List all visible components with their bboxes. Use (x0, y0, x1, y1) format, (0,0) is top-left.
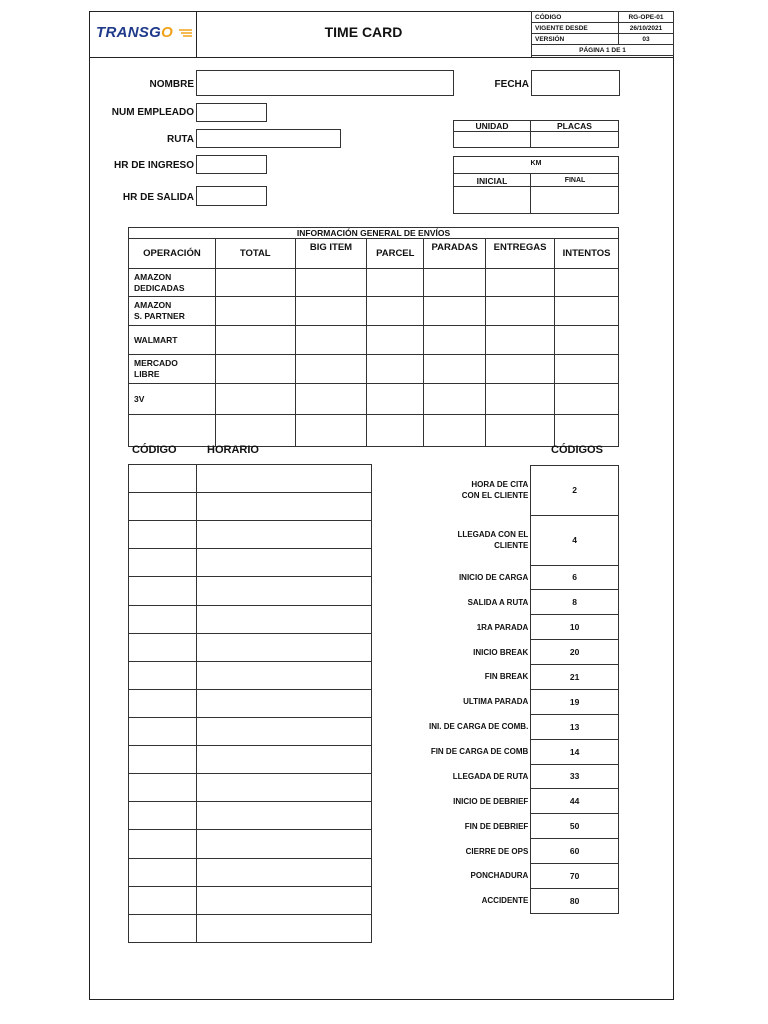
code-row (420, 764, 619, 789)
shipments-table (128, 238, 619, 447)
table-row (129, 415, 619, 447)
col-paradas: PARADAS (424, 239, 486, 269)
schedule-time-cell[interactable] (196, 717, 371, 745)
code-row (420, 565, 619, 590)
code-description: SALIDA A RUTA (420, 590, 531, 615)
schedule-code-cell[interactable] (129, 830, 197, 858)
col-intentos: INTENTOS (555, 239, 619, 269)
schedule-code-cell[interactable] (129, 858, 197, 886)
schedule-row (129, 774, 372, 802)
col-parcel: PARCEL (367, 239, 424, 269)
code-number: 60 (531, 839, 619, 864)
operation-name (129, 415, 216, 447)
fecha-label: FECHA (494, 79, 529, 90)
schedule-time-cell[interactable] (196, 661, 371, 689)
schedule-time-cell[interactable] (196, 633, 371, 661)
schedule-row (129, 549, 372, 577)
schedule-row (129, 717, 372, 745)
placas-label: PLACAS (530, 121, 619, 132)
schedule-time-cell[interactable] (196, 577, 371, 605)
code-description: FIN DE DEBRIEF (420, 814, 531, 839)
meta-vigente-label: VIGENTE DESDE (532, 23, 619, 34)
code-description: FIN DE CARGA DE COMB (420, 739, 531, 764)
meta-version-label: VERSIÓN (532, 34, 619, 45)
page-title: TIME CARD (324, 24, 403, 40)
code-row (420, 814, 619, 839)
logo-text-accent: O (161, 24, 174, 41)
code-description: LLEGADA CON EL CLIENTE (420, 515, 531, 565)
schedule-code-cell[interactable] (129, 605, 197, 633)
code-number: 4 (531, 515, 619, 565)
codigos-header: CÓDIGOS (551, 444, 603, 456)
code-row (420, 864, 619, 889)
code-number: 14 (531, 739, 619, 764)
schedule-time-cell[interactable] (196, 830, 371, 858)
code-number: 13 (531, 714, 619, 739)
code-description: HORA DE CITA CON EL CLIENTE (420, 466, 531, 516)
operation-name: AMAZON S. PARTNER (129, 297, 216, 326)
operation-name: AMAZON DEDICADAS (129, 269, 216, 297)
hr-ingreso-label: HR DE INGRESO (113, 160, 194, 171)
schedule-code-cell[interactable] (129, 689, 197, 717)
schedule-row (129, 830, 372, 858)
code-row (420, 615, 619, 640)
schedule-row (129, 689, 372, 717)
code-description: INICIO DE CARGA (420, 565, 531, 590)
schedule-code-cell[interactable] (129, 577, 197, 605)
col-big-item: BIG ITEM (295, 239, 367, 269)
schedule-time-cell[interactable] (196, 493, 371, 521)
hr-salida-label: HR DE SALIDA (122, 192, 194, 203)
code-number: 2 (531, 466, 619, 516)
nombre-label: NOMBRE (149, 79, 194, 90)
operation-name: MERCADO LIBRE (129, 355, 216, 384)
schedule-row (129, 746, 372, 774)
schedule-time-cell[interactable] (196, 746, 371, 774)
meta-version-value: 03 (619, 34, 674, 45)
schedule-row (129, 577, 372, 605)
code-description: ACCIDENTE (420, 888, 531, 913)
schedule-row (129, 661, 372, 689)
schedule-code-cell[interactable] (129, 886, 197, 914)
km-divider (453, 173, 619, 174)
km-inicial-label: INICIAL (476, 176, 508, 186)
meta-pagina: PÁGINA 1 DE 1 (532, 45, 674, 56)
schedule-code-cell[interactable] (129, 802, 197, 830)
schedule-time-cell[interactable] (196, 521, 371, 549)
schedule-time-cell[interactable] (196, 689, 371, 717)
document-meta-table (531, 11, 674, 56)
km-label: KM (530, 160, 542, 167)
horario-header: HORARIO (207, 444, 259, 456)
schedule-time-cell[interactable] (196, 914, 371, 942)
schedule-code-cell[interactable] (129, 521, 197, 549)
schedule-code-cell[interactable] (129, 661, 197, 689)
schedule-code-cell[interactable] (129, 549, 197, 577)
code-description: PONCHADURA (420, 864, 531, 889)
hr-ingreso-field[interactable] (196, 155, 267, 174)
table-row (129, 297, 619, 326)
code-number: 70 (531, 864, 619, 889)
ruta-label: RUTA (166, 134, 194, 145)
code-number: 20 (531, 640, 619, 665)
code-row (420, 739, 619, 764)
ruta-field[interactable] (196, 129, 341, 148)
shipments-title: INFORMACIÓN GENERAL DE ENVÍOS (128, 227, 619, 239)
code-row (420, 640, 619, 665)
shipments-header-row (129, 239, 619, 269)
meta-vigente-value: 26/10/2021 (619, 23, 674, 34)
code-description: INICIO BREAK (420, 640, 531, 665)
km-subheader-divider (453, 186, 619, 187)
col-operacion: OPERACIÓN (129, 239, 216, 269)
code-number: 44 (531, 789, 619, 814)
code-number: 19 (531, 689, 619, 714)
schedule-code-cell[interactable] (129, 746, 197, 774)
schedule-time-cell[interactable] (196, 465, 371, 493)
code-row (420, 466, 619, 516)
code-description: ULTIMA PARADA (420, 689, 531, 714)
code-number: 6 (531, 565, 619, 590)
code-row (420, 515, 619, 565)
num-empleado-field[interactable] (196, 103, 267, 122)
operation-name: 3V (129, 384, 216, 415)
code-description: FIN BREAK (420, 665, 531, 690)
codes-table (420, 465, 619, 914)
nombre-field[interactable] (196, 70, 454, 96)
meta-codigo-value: RG-OPE-01 (619, 12, 674, 23)
schedule-code-cell[interactable] (129, 774, 197, 802)
code-number: 8 (531, 590, 619, 615)
schedule-code-cell[interactable] (129, 633, 197, 661)
code-description: LLEGADA DE RUTA (420, 764, 531, 789)
col-entregas: ENTREGAS (486, 239, 555, 269)
schedule-time-cell[interactable] (196, 802, 371, 830)
company-logo (96, 24, 193, 42)
fecha-field[interactable] (531, 70, 620, 96)
code-description: INICIO DE DEBRIEF (420, 789, 531, 814)
schedule-row (129, 605, 372, 633)
logo-text: TRANSG (96, 24, 162, 41)
schedule-row (129, 465, 372, 493)
unidad-label: UNIDAD (453, 121, 531, 132)
schedule-time-cell[interactable] (196, 605, 371, 633)
code-row (420, 665, 619, 690)
code-row (420, 888, 619, 913)
km-final-label: FINAL (564, 177, 586, 184)
schedule-time-cell[interactable] (196, 886, 371, 914)
schedule-table (128, 464, 372, 943)
code-row (420, 789, 619, 814)
code-number: 80 (531, 888, 619, 913)
table-row (129, 355, 619, 384)
schedule-row (129, 521, 372, 549)
code-number: 33 (531, 764, 619, 789)
code-row (420, 839, 619, 864)
col-total: TOTAL (215, 239, 295, 269)
schedule-row (129, 493, 372, 521)
code-row (420, 714, 619, 739)
schedule-time-cell[interactable] (196, 774, 371, 802)
hr-salida-field[interactable] (196, 186, 267, 206)
schedule-time-cell[interactable] (196, 549, 371, 577)
table-row (129, 384, 619, 415)
schedule-row (129, 914, 372, 942)
schedule-row (129, 858, 372, 886)
meta-codigo-label: CÓDIGO (532, 12, 619, 23)
schedule-row (129, 886, 372, 914)
code-number: 21 (531, 665, 619, 690)
schedule-code-cell[interactable] (129, 493, 197, 521)
code-number: 50 (531, 814, 619, 839)
logo-speed-icon (179, 25, 193, 42)
schedule-time-cell[interactable] (196, 858, 371, 886)
code-description: INI. DE CARGA DE COMB. (420, 714, 531, 739)
operation-name: WALMART (129, 326, 216, 355)
code-description: CIERRE DE OPS (420, 839, 531, 864)
table-row (129, 269, 619, 297)
code-description: 1RA PARADA (420, 615, 531, 640)
code-row (420, 689, 619, 714)
code-row (420, 590, 619, 615)
schedule-code-cell[interactable] (129, 717, 197, 745)
num-empleado-label: NUM EMPLEADO (111, 107, 194, 118)
code-number: 10 (531, 615, 619, 640)
schedule-code-cell[interactable] (129, 465, 197, 493)
codigo-header: CÓDIGO (132, 444, 177, 456)
table-row (129, 326, 619, 355)
schedule-code-cell[interactable] (129, 914, 197, 942)
schedule-row (129, 633, 372, 661)
schedule-row (129, 802, 372, 830)
